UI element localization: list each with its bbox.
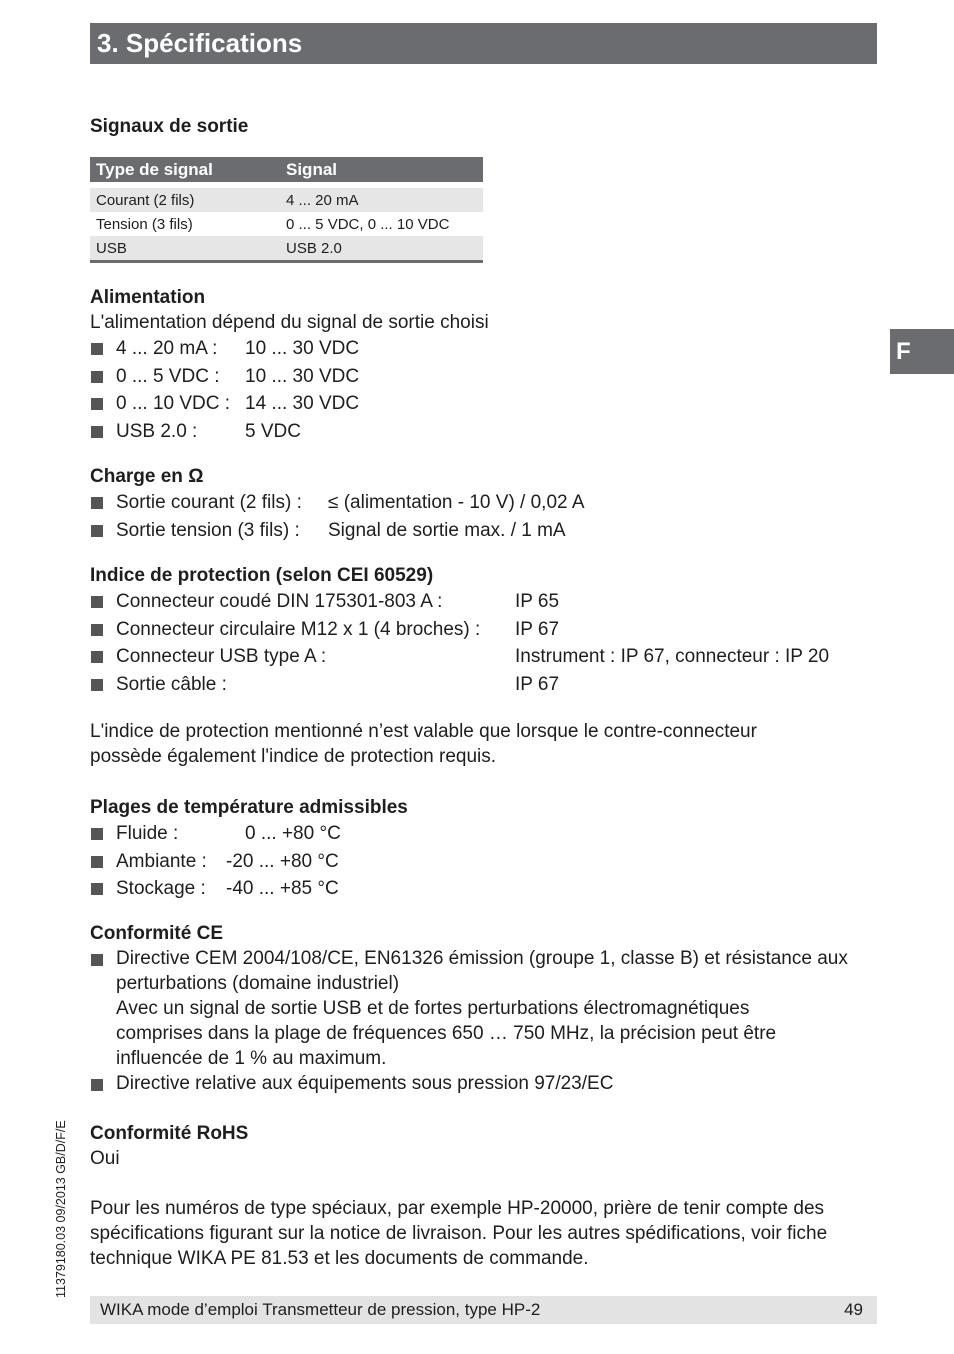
language-tab: F — [890, 329, 954, 374]
power-section — [90, 285, 880, 445]
ce-list — [90, 946, 880, 1096]
power-intro: L'alimentation dépend du signal de sortie choisi — [90, 312, 489, 333]
power-heading: Alimentation — [90, 287, 206, 308]
temperature-heading: Plages de température admissibles — [90, 797, 408, 818]
column-header-type: Type de signal — [90, 157, 280, 182]
page-footer — [90, 1296, 877, 1324]
temperature-section — [90, 795, 880, 903]
list-item: Stockage : -40 ... +85 °C — [90, 875, 880, 903]
list-item: USB 2.0 : 5 VDC — [90, 418, 880, 446]
load-list — [90, 489, 880, 544]
rohs-section — [90, 1121, 880, 1271]
table-cell: 0 ... 5 VDC, 0 ... 10 VDC — [286, 215, 450, 233]
list-item: Directive CEM 2004/108/CE, EN61326 émission (groupe 1, classe B) et résistance aux perturbations (domaine industriel) Avec un signal de sortie USB et de fortes perturbations électromagnétiques comprises dans la plage de fréquences 650 … 750 MHz, la précision peut être influencée de 1 % au maximum. — [90, 946, 880, 1071]
column-header-signal: Signal — [280, 157, 483, 182]
table-header-row — [90, 157, 483, 182]
footer-text: WIKA mode d’emploi Transmetteur de pression, type HP-2 — [100, 1300, 541, 1319]
list-item: 0 ... 5 VDC : 10 ... 30 VDC — [90, 363, 880, 391]
table-cell: 4 ... 20 mA — [280, 188, 483, 212]
list-item: Directive relative aux équipements sous pression 97/23/EC — [90, 1071, 880, 1096]
table-cell: USB — [90, 236, 280, 262]
power-list — [90, 335, 880, 445]
ce-heading: Conformité CE — [90, 923, 223, 944]
protection-list — [90, 588, 880, 698]
table-cell: Courant (2 fils) — [90, 188, 280, 212]
list-item: 0 ... 10 VDC : 14 ... 30 VDC — [90, 390, 880, 418]
list-item: Connecteur circulaire M12 x 1 (4 broches) : IP 67 — [90, 616, 880, 644]
closing-paragraph: Pour les numéros de type spéciaux, par exemple HP-20000, prière de tenir compte des spécifications figurant sur la notice de livraison. Pour les autres spédifications, voir fiche technique WIKA PE 81.53 et les documents de commande. — [90, 1198, 828, 1269]
table-row — [90, 188, 483, 212]
table-row — [90, 236, 483, 262]
temperature-list — [90, 820, 880, 903]
output-signals-heading: Signaux de sortie — [90, 116, 249, 137]
protection-section — [90, 563, 880, 769]
list-item: Connecteur coudé DIN 175301-803 A : IP 65 — [90, 588, 880, 616]
list-item: Sortie tension (3 fils) : Signal de sortie max. / 1 mA — [90, 517, 880, 545]
ce-section — [90, 921, 880, 1096]
list-item: Connecteur USB type A : Instrument : IP 67, connecteur : IP 20 — [90, 643, 880, 671]
section-title: 3. Spécifications — [97, 28, 303, 58]
list-item: Sortie câble : IP 67 — [90, 671, 880, 699]
list-item: Sortie courant (2 fils) : ≤ (alimentation - 10 V) / 0,02 A — [90, 489, 880, 517]
protection-note: L'indice de protection mentionné n’est valable que lorsque le contre-connecteur possède également l'indice de protection requis. — [90, 721, 757, 767]
load-section — [90, 464, 880, 544]
table-cell: USB 2.0 — [280, 236, 483, 262]
protection-heading: Indice de protection (selon CEI 60529) — [90, 565, 434, 586]
list-item: Ambiante : -20 ... +80 °C — [90, 848, 880, 876]
page-number: 49 — [844, 1300, 863, 1319]
signal-table — [90, 157, 483, 263]
list-item: 4 ... 20 mA : 10 ... 30 VDC — [90, 335, 880, 363]
document-code: 11379180.03 09/2013 GB/D/F/E — [54, 1120, 68, 1298]
list-item: Fluide : 0 ... +80 °C — [90, 820, 880, 848]
rohs-value: Oui — [90, 1148, 120, 1169]
output-signals-section — [90, 114, 880, 139]
table-cell: Tension (3 fils) — [96, 215, 193, 233]
load-heading: Charge en Ω — [90, 466, 204, 487]
rohs-heading: Conformité RoHS — [90, 1123, 249, 1144]
section-header — [90, 23, 877, 64]
table-row — [90, 212, 483, 236]
